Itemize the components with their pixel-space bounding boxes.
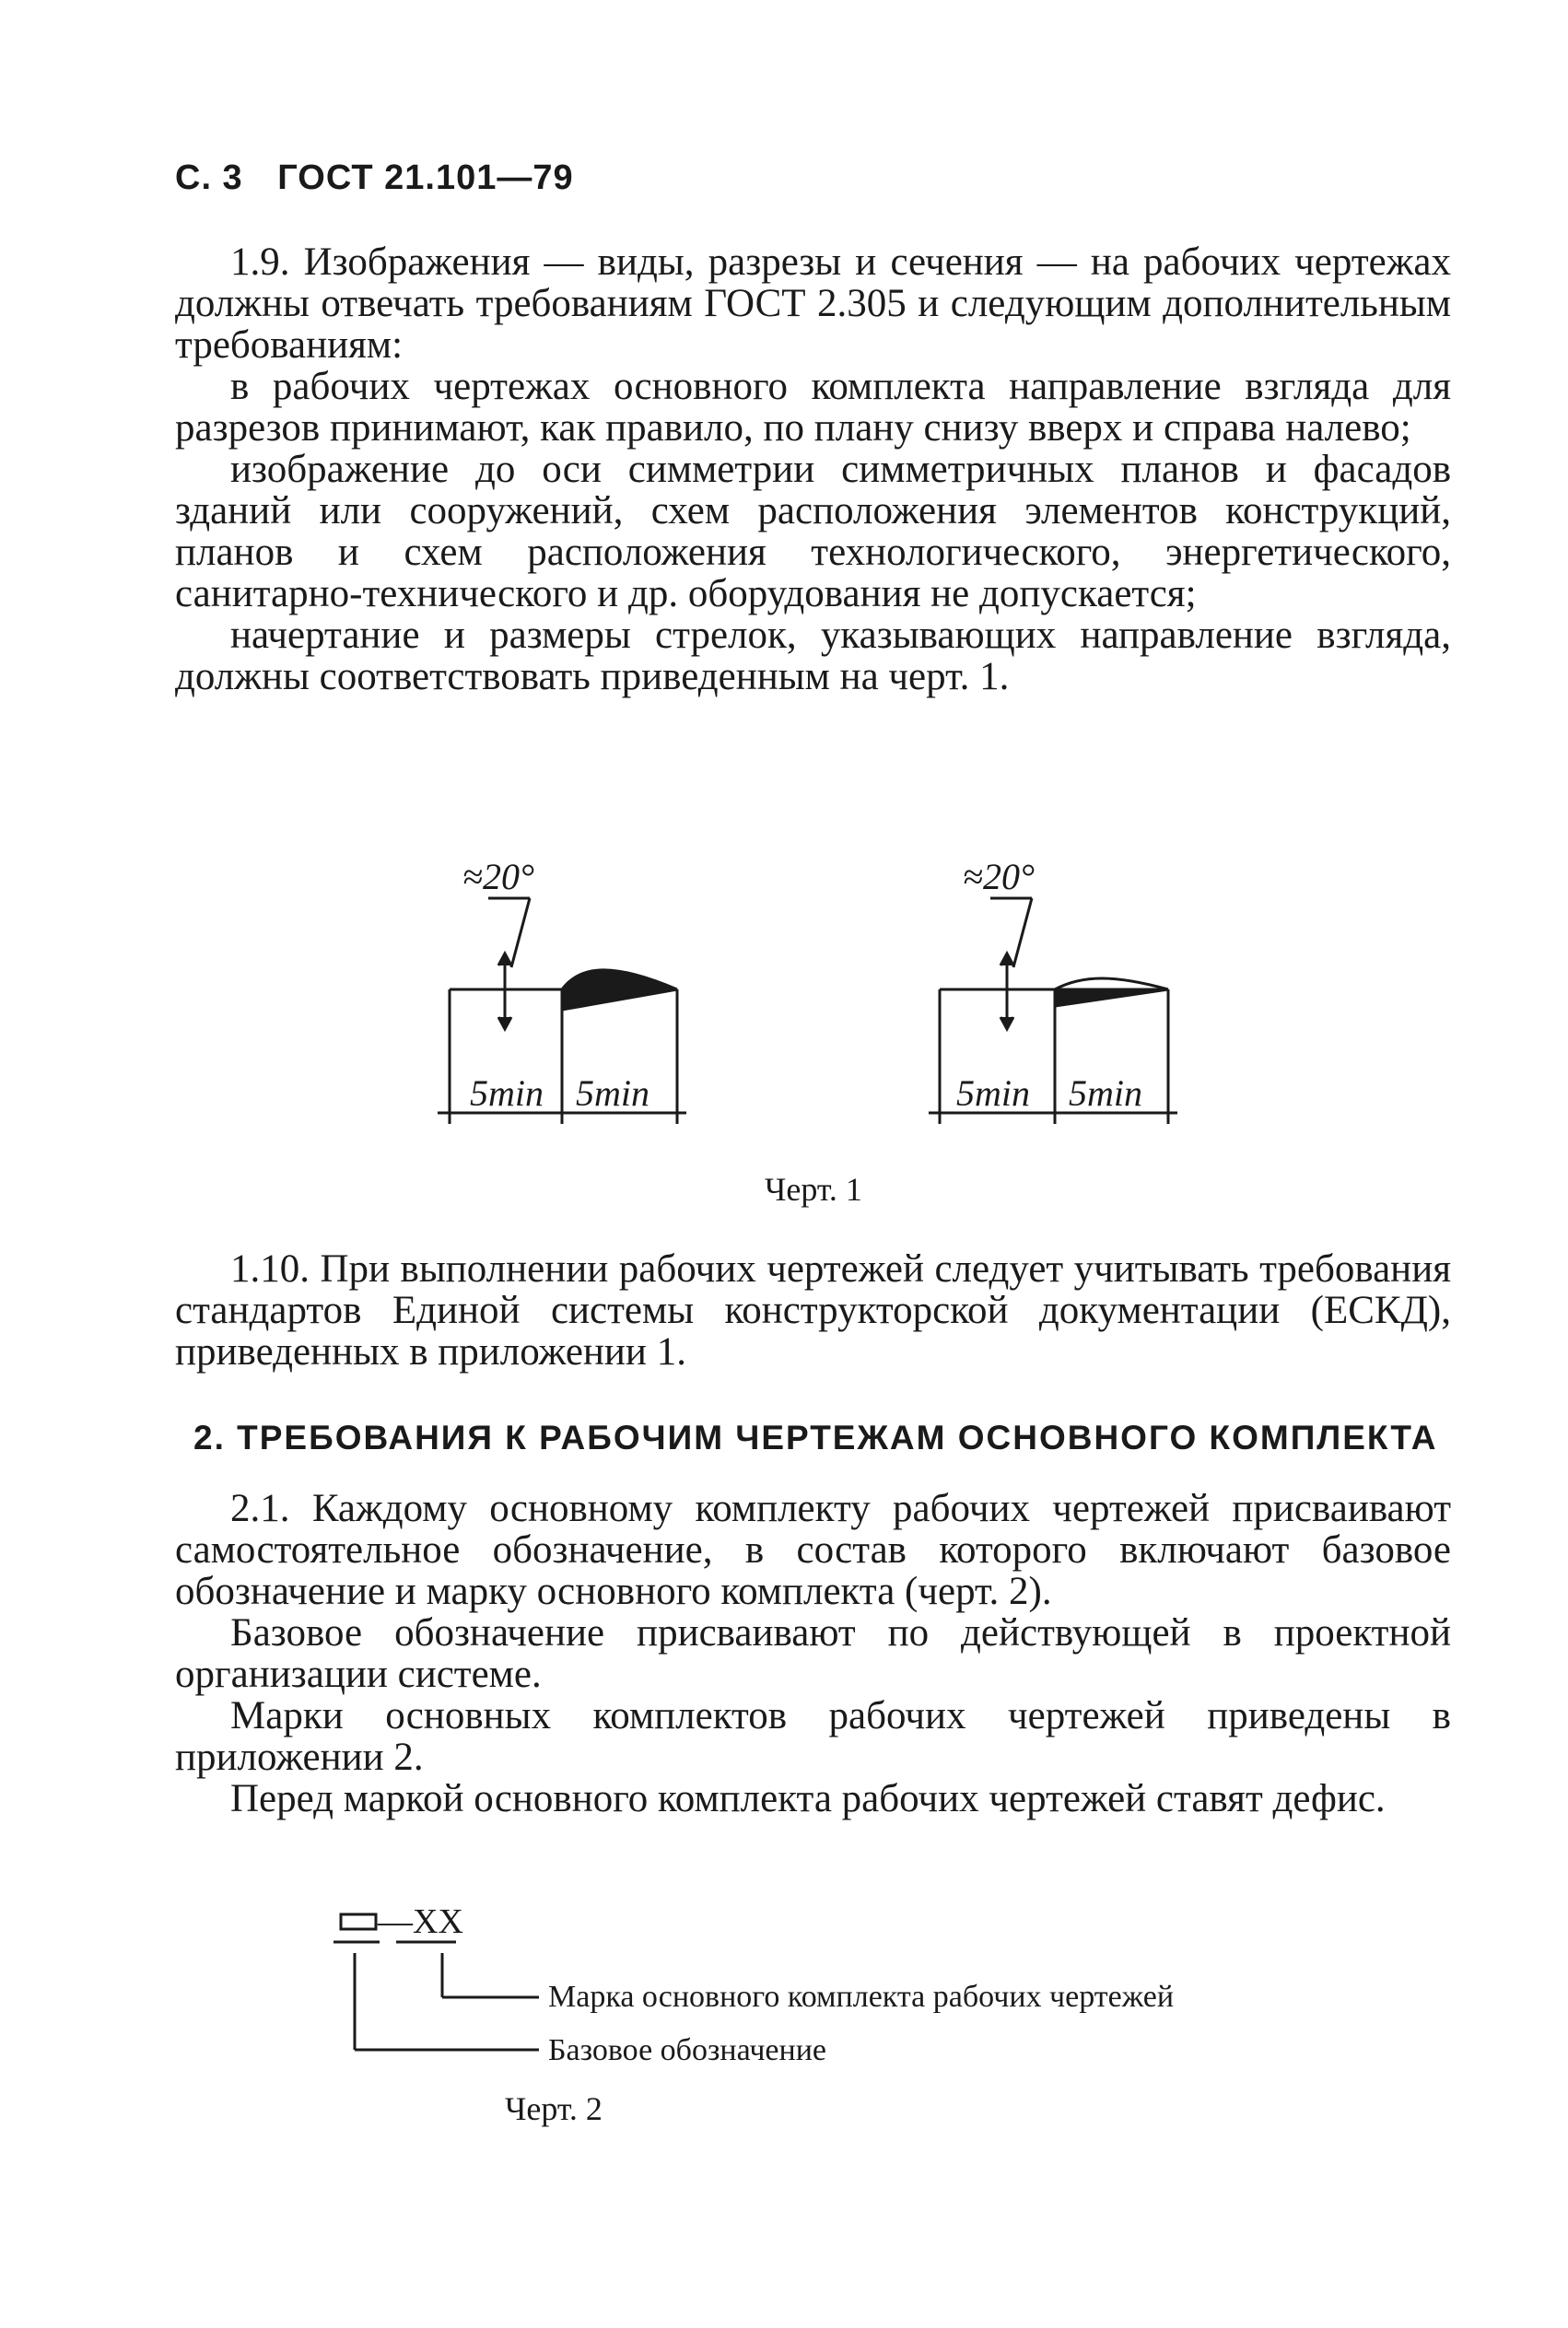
paragraph-2-1: 2.1. Каждому основному комплекту рабочих чертежей присваивают самостоятельное обозначение, в состав которого включают базовое обозначение и марку основного комплекта (черт. 2).	[175, 1487, 1451, 1613]
paragraph-1-9: 1.9. Изображения — виды, разрезы и сечения — на рабочих чертежах должны отвечать требованиям ГОСТ 2.305 и следующим дополнительным требованиям:	[175, 240, 1451, 367]
standard-code: ГОСТ 21.101—79	[277, 158, 574, 197]
figure-1	[0, 857, 1568, 1170]
figure-2	[0, 1898, 1568, 2082]
figure-1-right-dim-2: 5min	[1069, 1072, 1142, 1114]
paragraph-base-designation: Базовое обозначение присваивают по действующей в проектной организации системе.	[175, 1611, 1451, 1696]
paragraph-symmetry: изображение до оси симметрии симметричных планов и фасадов зданий или сооружений, схем расположения элементов конструкций, планов и схем расположения технологического, энергетического, санитарно-технического и др. оборудования не допускается;	[175, 448, 1451, 615]
figure-1-right	[929, 857, 1177, 1124]
figure-1-caption: Черт. 1	[765, 1171, 862, 1208]
section-2-body	[175, 1488, 1451, 1819]
section-1-10	[175, 1248, 1451, 1373]
paragraph-hyphen: Перед маркой основного комплекта рабочих чертежей ставят дефис.	[230, 1777, 1386, 1820]
figure-2-code: —XX	[378, 1902, 463, 1941]
page-number: С. 3	[175, 158, 243, 197]
section-1-9	[175, 241, 1451, 697]
paragraph-arrows: начертание и размеры стрелок, указывающих направление взгляда, должны соответствовать приведенным на черт. 1.	[175, 614, 1451, 698]
figure-1-left	[438, 857, 686, 1124]
page-header	[175, 158, 598, 198]
paragraph-marks: Марки основных комплектов рабочих чертежей приведены в приложении 2.	[175, 1694, 1451, 1779]
base-designation-box	[341, 1914, 376, 1929]
paragraph-sections-direction: в рабочих чертежах основного комплекта направление взгляда для разрезов принимают, как правило, по плану снизу вверх и справа налево;	[175, 365, 1451, 450]
figure-1-left-angle: ≈20°	[462, 857, 534, 897]
figure-2-mark-label: Марка основного комплекта рабочих чертежей	[548, 1980, 1175, 2014]
section-2-heading: 2. ТРЕБОВАНИЯ К РАБОЧИМ ЧЕРТЕЖАМ ОСНОВНОГО КОМПЛЕКТА	[193, 1419, 1438, 1456]
figure-2-caption: Черт. 2	[505, 2090, 603, 2127]
figure-2-base-label: Базовое обозначение	[548, 2033, 826, 2067]
figure-1-left-dim-2: 5min	[576, 1072, 649, 1114]
figure-1-right-dim-1: 5min	[956, 1072, 1030, 1114]
figure-1-right-angle: ≈20°	[963, 857, 1035, 897]
paragraph-1-10: 1.10. При выполнении рабочих чертежей следует учитывать требования стандартов Единой системы конструкторской документации (ЕСКД), приведенных в приложении 1.	[175, 1247, 1451, 1374]
figure-1-left-dim-1: 5min	[470, 1072, 544, 1114]
